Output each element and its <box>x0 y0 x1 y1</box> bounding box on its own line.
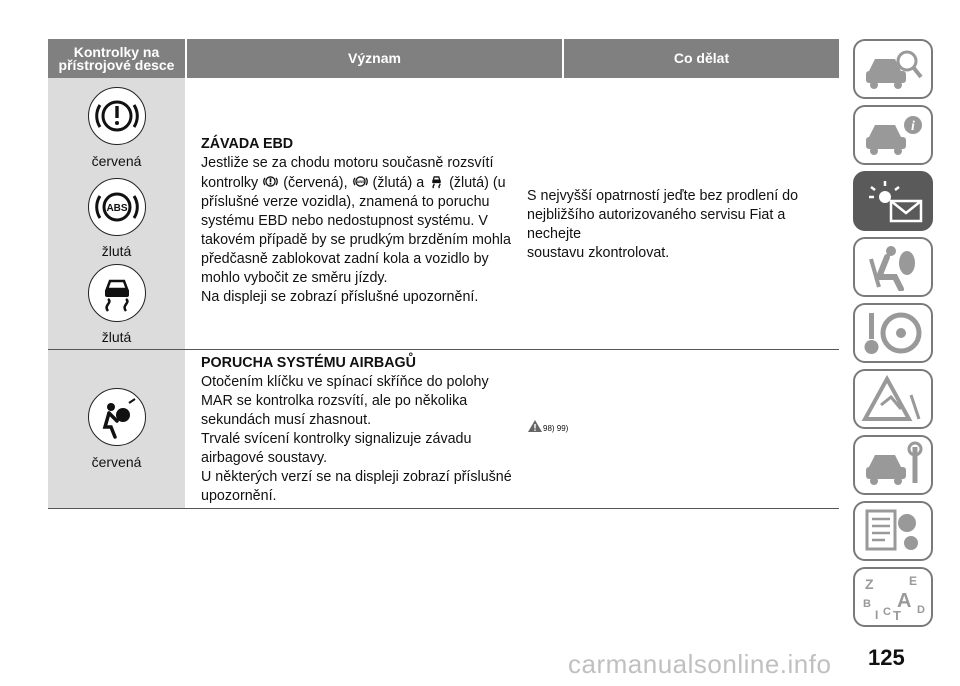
ebd-title: ZÁVADA EBD <box>201 136 294 152</box>
abs-icon <box>88 178 146 236</box>
specs-gears-icon <box>861 507 925 555</box>
airbag-text-line: U některých verzí se na displeji zobrazí příslušné <box>201 469 512 485</box>
svg-text:E: E <box>909 574 918 588</box>
tab-warning-lights[interactable] <box>853 171 933 231</box>
airbag-text-line: Otočením klíčku ve spínací skříňce do polohy <box>201 374 489 390</box>
indicator-color-label: červená <box>91 454 142 470</box>
table-row-airbag-indicators <box>48 350 185 509</box>
ebd-meaning <box>201 135 561 307</box>
abs-icon <box>352 173 369 190</box>
esc-skid-icon <box>428 173 445 190</box>
airbag-meaning <box>201 354 561 506</box>
ebd-action-line: soustavu zkontrolovat. <box>527 245 670 261</box>
ebd-action-line: S nejvyšší opatrností jeďte bez prodlení do <box>527 188 799 204</box>
ebd-text-fragment: kontrolky <box>201 175 259 191</box>
header-meaning: Význam <box>185 39 562 78</box>
table-header <box>48 39 839 78</box>
ebd-action <box>527 187 839 263</box>
header-indicators-line1: Kontrolky na <box>73 43 160 60</box>
tab-car-search[interactable] <box>853 39 933 99</box>
ebd-text-fragment: (žlutá) (u <box>449 175 506 191</box>
tab-car-info[interactable] <box>853 105 933 165</box>
svg-text:A: A <box>897 590 912 612</box>
ebd-text-line: systému EBD nebo nedostupnost systému. V <box>201 213 488 229</box>
notes-references <box>527 419 568 433</box>
tab-warning-triangle[interactable] <box>853 369 933 429</box>
ebd-text-line: předčasně zablokovat zadní kola a vozidlo by <box>201 251 489 267</box>
svg-text:ABS: ABS <box>106 203 128 214</box>
svg-text:B: B <box>863 598 871 610</box>
tab-specs-gears[interactable] <box>853 501 933 561</box>
indicator-color-label: žlutá <box>101 243 132 259</box>
svg-text:i: i <box>911 119 915 134</box>
warning-lights-icon <box>861 177 925 225</box>
car-info-icon <box>861 111 925 159</box>
header-indicators-line2: přístrojové desce <box>58 56 175 73</box>
header-action: Co dělat <box>562 39 839 78</box>
airbag-text-line: Trvalé svícení kontrolky signalizuje závadu <box>201 431 472 447</box>
svg-text:Z: Z <box>865 576 874 592</box>
svg-text:T: T <box>893 608 901 621</box>
steering-key-icon <box>861 309 925 357</box>
reference-numbers: 98) 99) <box>543 424 569 433</box>
ebd-text-line: takovém případě by se prudkým brzděním mohla <box>201 232 511 248</box>
car-search-icon <box>861 45 925 93</box>
svg-text:I: I <box>875 608 879 621</box>
table-row-ebd-indicators <box>48 78 185 389</box>
index-letters-icon <box>861 573 925 621</box>
ebd-text-line: příslušné verze vozidla), znamená to poruchu <box>201 194 490 210</box>
warning-triangle-icon <box>527 419 543 433</box>
ebd-text-fragment: (červená), <box>283 175 348 191</box>
svg-text:D: D <box>917 604 925 616</box>
airbag-title: PORUCHA SYSTÉMU AIRBAGŮ <box>201 355 416 371</box>
airbag-icon <box>88 388 146 446</box>
tab-seat-airbag[interactable] <box>853 237 933 297</box>
airbag-text-line: upozornění. <box>201 488 277 504</box>
ebd-text-line: Na displeji se zobrazí příslušné upozornění. <box>201 289 479 305</box>
ebd-text-line-icons <box>201 173 561 193</box>
indicator-color-label: červená <box>91 153 142 169</box>
ebd-text-line: Jestliže se za chodu motoru současně rozsvítí <box>201 155 494 171</box>
svg-text:ABS: ABS <box>355 179 365 185</box>
seat-airbag-icon <box>861 243 925 291</box>
tab-index[interactable] <box>853 567 933 627</box>
car-wrench-icon <box>861 441 925 489</box>
ebd-text-fragment: (žlutá) a <box>372 175 425 191</box>
ebd-action-line: nejbližšího autorizovaného servisu Fiat a nechejte <box>527 207 786 242</box>
brake-warning-icon <box>88 87 146 145</box>
page-number: 125 <box>868 645 905 670</box>
tab-steering-key[interactable] <box>853 303 933 363</box>
airbag-text-line: airbagové soustavy. <box>201 450 328 466</box>
brake-warning-icon <box>262 173 279 190</box>
airbag-text-line: sekundách musí zhasnout. <box>201 412 372 428</box>
ebd-text-line: mohlo vybočit ze směru jízdy. <box>201 270 388 286</box>
tab-car-wrench[interactable] <box>853 435 933 495</box>
warning-triangle-icon <box>861 375 925 423</box>
svg-text:C: C <box>883 606 891 618</box>
indicator-color-label: žlutá <box>101 329 132 345</box>
airbag-text-line: MAR se kontrolka rozsvítí, ale po několika <box>201 393 468 409</box>
watermark: carmanualsonline.info <box>568 649 832 679</box>
esc-skid-icon <box>88 264 146 322</box>
row-divider <box>48 508 839 509</box>
header-indicators <box>48 39 185 78</box>
